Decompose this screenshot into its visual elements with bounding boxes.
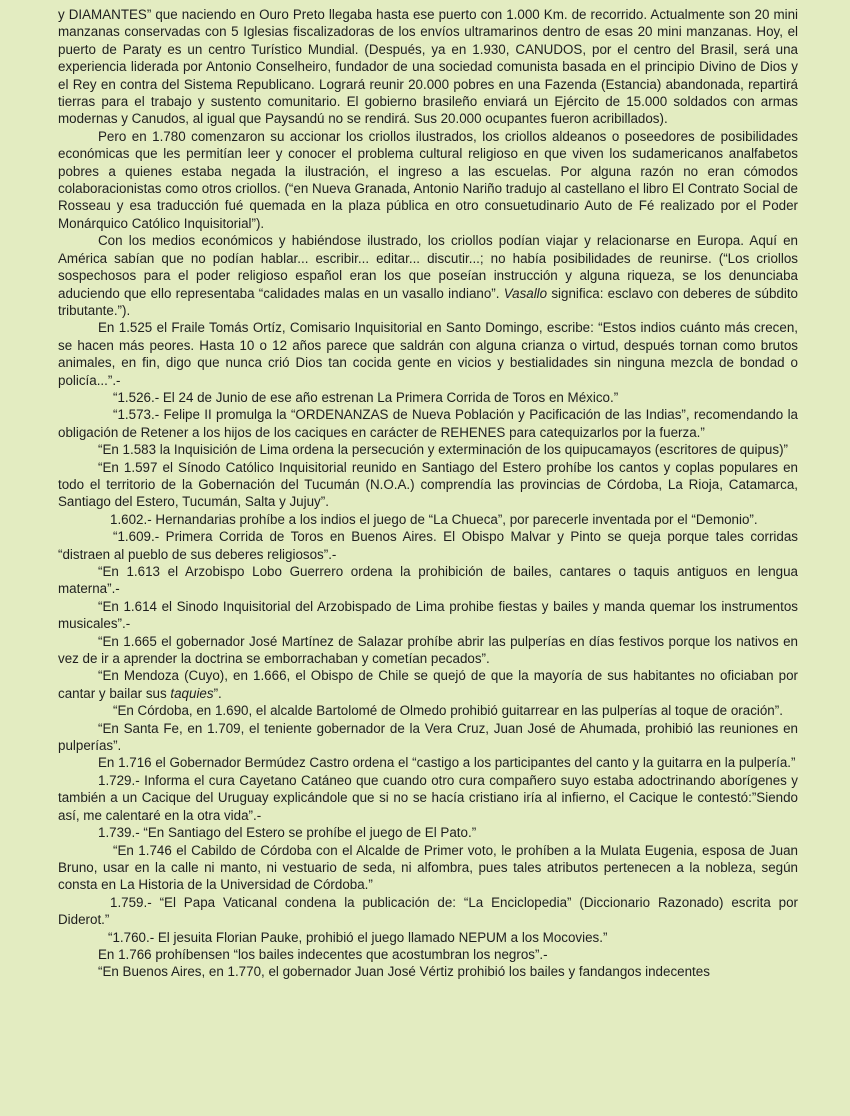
body-paragraph bbox=[58, 319, 798, 389]
paragraph-text: “1.609.- Primera Corrida de Toros en Buenos Aires. El Obispo Malvar y Pinto se queja porque tales corridas “distraen al pueblo de sus deberes religiosos”.- bbox=[58, 529, 798, 562]
paragraph-text: significa: esclavo con deberes de súbdito tributante.”). bbox=[58, 285, 798, 318]
paragraph-text: “En Mendoza (Cuyo), en 1.666, el Obispo de Chile se quejó de que la mayoría de sus habitantes no oficiaban por cantar y bailar sus bbox=[58, 668, 798, 701]
paragraph-text: “1.573.- Felipe II promulga la “ORDENANZAS de Nueva Población y Pacificación de las Indias”, recomendando la obligación de Retener a los hijos de los caciques en carácter de REHENES para catequizarlos por la fuerza.” bbox=[58, 407, 798, 440]
paragraph-text: “En Buenos Aires, en 1.770, el gobernador Juan José Vértiz prohibió los bailes y fandangos indecentes bbox=[98, 964, 710, 980]
body-paragraph bbox=[58, 441, 798, 458]
body-paragraph bbox=[58, 824, 798, 841]
body-paragraph bbox=[58, 232, 798, 319]
paragraph-text: “En 1.746 el Cabildo de Córdoba con el Alcalde de Primer voto, le prohíben a la Mulata Eugenia, esposa de Juan Bruno, usar en la calle ni manto, ni vestuario de seda, ni alfombra, pues tales atributos pertenecen a la nobleza, según consta en La Historia de la Universidad de Córdoba.” bbox=[58, 842, 798, 893]
body-paragraph bbox=[58, 667, 798, 702]
paragraph-text: “En Córdoba, en 1.690, el alcalde Bartolomé de Olmedo prohibió guitarrear en las pulperías al toque de oración”. bbox=[113, 703, 783, 719]
paragraph-text: ”. bbox=[213, 685, 222, 701]
emphasized-text: Vasallo bbox=[503, 285, 548, 301]
paragraph-text: En 1.766 prohíbensen “los bailes indecentes que acostumbran los negros”.- bbox=[98, 946, 548, 962]
paragraph-text: En 1.525 el Fraile Tomás Ortíz, Comisario Inquisitorial en Santo Domingo, escribe: “Estos indios cuánto más crecen, se hacen más peores. Hasta 10 o 12 años parece que saldrán con alguna crianza o virtud, después tornan como brutos animales, en fin, digo que nunca crió Dios tan cocida gente en vicios y bestialidades sin ninguna mezcla de bondad o policía...”.- bbox=[58, 320, 798, 388]
body-paragraph bbox=[58, 963, 798, 980]
document-page bbox=[58, 6, 798, 981]
body-paragraph bbox=[58, 842, 798, 894]
body-paragraph bbox=[58, 633, 798, 668]
paragraph-text: “1.760.- El jesuita Florian Pauke, prohibió el juego llamado NEPUM a los Mocovies.” bbox=[108, 929, 608, 945]
emphasized-text: taquies bbox=[170, 685, 214, 701]
body-paragraph bbox=[58, 6, 798, 128]
body-paragraph bbox=[58, 702, 798, 719]
paragraph-text: “En 1.665 el gobernador José Martínez de Salazar prohíbe abrir las pulperías en días festivos porque los nativos en vez de ir a aprender la doctrina se emborrachaban y cometían pecados”. bbox=[58, 633, 798, 667]
paragraph-text: “En 1.613 el Arzobispo Lobo Guerrero ordena la prohibición de bailes, cantares o taquis antiguos en lengua materna”.- bbox=[58, 564, 798, 597]
paragraph-text: 1.739.- “En Santiago del Estero se prohíbe el juego de El Pato.” bbox=[98, 825, 477, 841]
body-paragraph bbox=[58, 459, 798, 511]
body-paragraph bbox=[58, 754, 798, 771]
body-paragraph bbox=[58, 406, 798, 441]
body-paragraph bbox=[58, 389, 798, 406]
body-paragraph bbox=[58, 894, 798, 929]
paragraph-text: “1.526.- El 24 de Junio de ese año estrenan La Primera Corrida de Toros en México.” bbox=[113, 389, 619, 405]
body-paragraph bbox=[58, 563, 798, 598]
body-paragraph bbox=[58, 720, 798, 755]
paragraph-text: En 1.716 el Gobernador Bermúdez Castro ordena el “castigo a los participantes del canto y la guitarra en la pulpería.” bbox=[98, 755, 796, 771]
body-paragraph bbox=[58, 929, 798, 946]
paragraph-text: “En 1.614 el Sinodo Inquisitorial del Arzobispado de Lima prohibe fiestas y bailes y manda quemar los instrumentos musicales”.- bbox=[58, 598, 798, 632]
body-paragraph bbox=[58, 772, 798, 824]
paragraph-text: “En 1.583 la Inquisición de Lima ordena la persecución y exterminación de los quipucamayos (escritores de quipus)” bbox=[98, 442, 788, 458]
paragraph-text: “En Santa Fe, en 1.709, el teniente gobernador de la Vera Cruz, Juan José de Ahumada, prohibió las reuniones en pulperías”. bbox=[58, 720, 798, 754]
body-paragraph bbox=[58, 528, 798, 563]
paragraph-text: 1.759.- “El Papa Vaticanal condena la publicación de: “La Enciclopedia” (Diccionario Razonado) escrita por Diderot.” bbox=[58, 894, 798, 928]
paragraph-text: y DIAMANTES” que naciendo en Ouro Preto llegaba hasta ese puerto con 1.000 Km. de recorrido. Actualmente son 20 mini manzanas conservadas con 5 Iglesias fiscalizadoras de los envíos ultramarinos dentro de esas 20 mini manzanas. Hoy, el puerto de Paraty es un centro Turístico Mundial. (Después, ya en 1.930, CANUDOS, por el centro del Brasil, será una experiencia liderada por Antonio Conselheiro, fundador de una sociedad comunista basada en el principio Divino de Dios y el Rey en contra del Sistema Republicano. Logrará reunir 20.000 pobres en una Fazenda (Estancia) abandonada, repartirá tierras para el trabajo y sustento comunitario. El gobierno brasileño enviará un Ejército de 15.000 soldados con armas modernas y Canudos, al igual que Paysandú no se rendirá. Sus 20.000 ocupantes fueron acribillados). bbox=[58, 7, 798, 127]
paragraph-text: Con los medios económicos y habiéndose ilustrado, los criollos podían viajar y relacionarse en Europa. Aquí en América sabían que no podían hablar... escribir... editar... discutir...; no había posibilidades de reunirse. (“Los criollos sospechosos para el poder religioso español eran los que poseían instrucción y alguna riqueza, se los denunciaba aduciendo que ello representaba “calidades malas en un vasallo indiano”. bbox=[58, 233, 798, 301]
paragraph-text: 1.729.- Informa el cura Cayetano Catáneo que cuando otro cura compañero suyo estaba adoctrinando aborígenes y también a un Cacique del Uruguay explicándole que si no se hacía cristiano iría al infierno, el Cacique le contestó:”Siendo así, me calentaré en la otra vida”.- bbox=[58, 772, 798, 823]
body-paragraph bbox=[58, 598, 798, 633]
body-paragraph bbox=[58, 511, 798, 528]
paragraph-text: “En 1.597 el Sínodo Católico Inquisitorial reunido en Santiago del Estero prohíbe los cantos y coplas populares en todo el territorio de la Gobernación del Tucumán (N.O.A.) comprendía las provincias de Córdoba, La Rioja, Catamarca, Santiago del Estero, Tucumán, Salta y Jujuy”. bbox=[58, 459, 798, 510]
body-paragraph bbox=[58, 946, 798, 963]
paragraph-text: Pero en 1.780 comenzaron su accionar los criollos ilustrados, los criollos aldeanos o poseedores de posibilidades económicas que les permitían leer y conocer el problema cultural religioso en que viven los sudamericanos analfabetos pobres a quienes estaba negada la ilustración, el ingreso a las escuelas. Por alguna razón no eran cómodos colaboracionistas como otros criollos. (“en Nueva Granada, Antonio Nariño tradujo al castellano el libro El Contrato Social de Rosseau y esa traducción fué quemada en la plaza pública en otro consuetudinario Auto de Fé realizado por el Poder Monárquico Católico Inquisitorial”). bbox=[58, 128, 798, 231]
body-paragraph bbox=[58, 128, 798, 232]
paragraph-text: 1.602.- Hernandarias prohíbe a los indios el juego de “La Chueca”, por parecerle inventada por el “Demonio”. bbox=[110, 511, 758, 527]
